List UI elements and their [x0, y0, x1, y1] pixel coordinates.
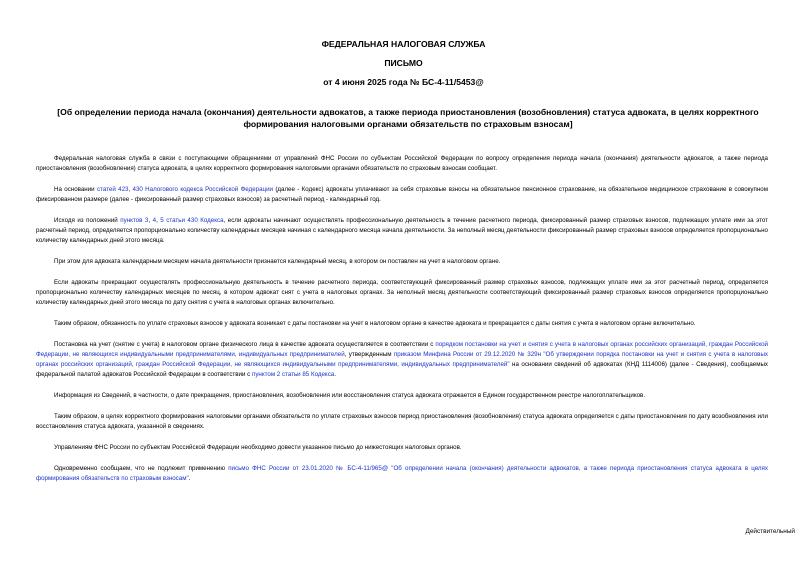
document-subject: [Об определении периода начала (окончания) деятельности адвокатов, а также периода приостановления (возобновления) статуса адвоката, в целях корректного формирования налоговыми органами обязательств по страховым взносам] — [57, 107, 759, 129]
document-type: ПИСЬМО — [384, 58, 423, 68]
text-run: Одновременно сообщаем, что не подлежит применению — [54, 465, 229, 472]
link-registration-procedure[interactable]: порядком постановки на учет и снятия с учета в налоговых органах российских организаций, граждан Российской Федерации, не являющихся индивидуальными предпринимателями, индивидуальных предпринимателей — [36, 341, 768, 358]
text-run: На основании — [54, 186, 97, 193]
text-run: , — [148, 217, 153, 224]
paragraph-termination: Если адвокаты прекращают осуществлять профессиональную деятельность в течение расчетного периода, соответствующий фиксированный размер страховых взносов, подлежащих уплате ими за этот расчетный период, определяется пропорционально количеству календарных месяцев по месяц, в котором адвокат снят с учета в налоговых органах. За неполный месяц деятельности соответствующий фиксированный размер страховых взносов определяется пропорционально количеству календарных дней этого месяца по дату снятия с учета в налоговых органах включительно. — [36, 279, 768, 306]
text-run: Исходя из положений — [54, 217, 121, 224]
link-point-4[interactable]: 4 — [152, 217, 157, 224]
paragraph-legal-basis — [36, 185, 768, 205]
link-point-3[interactable]: пунктов 3 — [120, 217, 149, 224]
paragraph-suspension-period: Таким образом, в целях корректного формирования налоговыми органами обязательств по уплате страховых взносов период приостановления (возобновления) статуса адвоката определяется с даты приостановления по дату возобновления или восстановления статуса адвоката, указанной в сведениях. — [36, 413, 768, 430]
text-run: на основании сведений об адвокатах (КНД 1114006) (далее - Сведения), сообщаемых федеральной палатой адвокатов Российской Федерации в соответствии с — [36, 361, 768, 378]
paragraph-intro: Федеральная налоговая служба в связи с поступающими обращениями от управлений ФНС России по субъектам Российской Федерации по вопросу определения периода начала (окончания) деятельности адвокатов, а также периода приостановления (возобновления) статуса адвоката, в целях корректного формирования налоговыми органами обязательств по страховым взносам сообщает. — [36, 155, 768, 172]
paragraph-instruction: Управлениям ФНС России по субъектам Российской Федерации необходимо довести указанное письмо до нижестоящих налоговых органов. — [54, 444, 462, 451]
paragraph-registration — [36, 340, 768, 380]
link-letter-bs-4-11-965[interactable]: письмо ФНС России от 23.01.2020 № БС-4-11/965@ "Об определении начала (окончания) деятельности адвокатов, а также периода приостановления статуса адвоката в целях формирования обязательств по страховым взносам" — [36, 465, 768, 482]
paragraph-start-month: При этом для адвоката календарным месяцем начала деятельности признается календарный месяц, в котором он поставлен на учет в налоговом органе. — [54, 258, 501, 265]
document-date-number: от 4 июня 2025 года № БС-4-11/5453@ — [323, 77, 484, 87]
text-run: . — [188, 475, 191, 482]
text-run: Постановка на учет (снятие с учета) в налоговом органе физического лица в качестве адвоката осуществляется в соответствии с — [54, 341, 436, 348]
paragraph-registry-info: Информация из Сведений, в частности, о дате прекращения, приостановления, возобновления или восстановления статуса адвоката отражается в Едином государственном реестре налогоплательщиков. — [54, 392, 646, 399]
document-status: Действительный — [745, 528, 795, 535]
link-articles-423[interactable]: статей 423 — [96, 186, 129, 193]
text-run: . — [334, 371, 336, 378]
link-minfin-order-329n[interactable]: приказом Минфина России от 29.12.2020 № 329н "Об утверждении порядка постановки на учет и снятия с учета в налоговых органах российских организаций, граждан Российской Федерации, не являющихся индивидуальными предпринимателями, индивидуальных предпринимателей" — [36, 351, 769, 368]
text-run: (далее - Кодекс) адвокаты уплачивают за себя страховые взносы на обязательное пенсионное страхование, на обязательное медицинское страхование в совокупном фиксированном размере (далее - фиксированный размер страховых взносов) за расчетный период - календарный год. — [36, 186, 768, 203]
link-point-5-article-430[interactable]: 5 статьи 430 Кодекса — [160, 217, 224, 224]
paragraph-obligation: Таким образом, обязанность по уплате страховых взносов у адвоката возникает с даты постановки на учет в налоговом органе в качестве адвоката и прекращается с даты снятия с учета в налоговом органе включительно. — [54, 320, 696, 327]
text-run: , — [128, 186, 133, 193]
text-run: , утвержденным — [344, 351, 394, 358]
document-body — [36, 154, 768, 495]
text-run: , — [156, 217, 161, 224]
agency-title: ФЕДЕРАЛЬНАЯ НАЛОГОВАЯ СЛУЖБА — [321, 39, 486, 49]
link-article-430-tax-code[interactable]: 430 Налогового кодекса Российской Федерации — [132, 186, 273, 193]
paragraph-start-activity — [36, 216, 768, 246]
link-point-2-article-85[interactable]: пунктом 2 статьи 85 Кодекса — [251, 371, 335, 378]
text-run: , если адвокаты начинают осуществлять профессиональную деятельность в течение расчетного периода, фиксированный размер страховых взносов, подлежащих уплате ими за этот расчетный период, определяется пропорционально количеству календарных месяцев начиная с календарного месяца начала деятельности. За неполный месяц деятельности фиксированный размер страховых взносов определяется пропорционально количеству календарных дней этого месяца. — [36, 217, 769, 244]
paragraph-repeal — [36, 464, 768, 484]
